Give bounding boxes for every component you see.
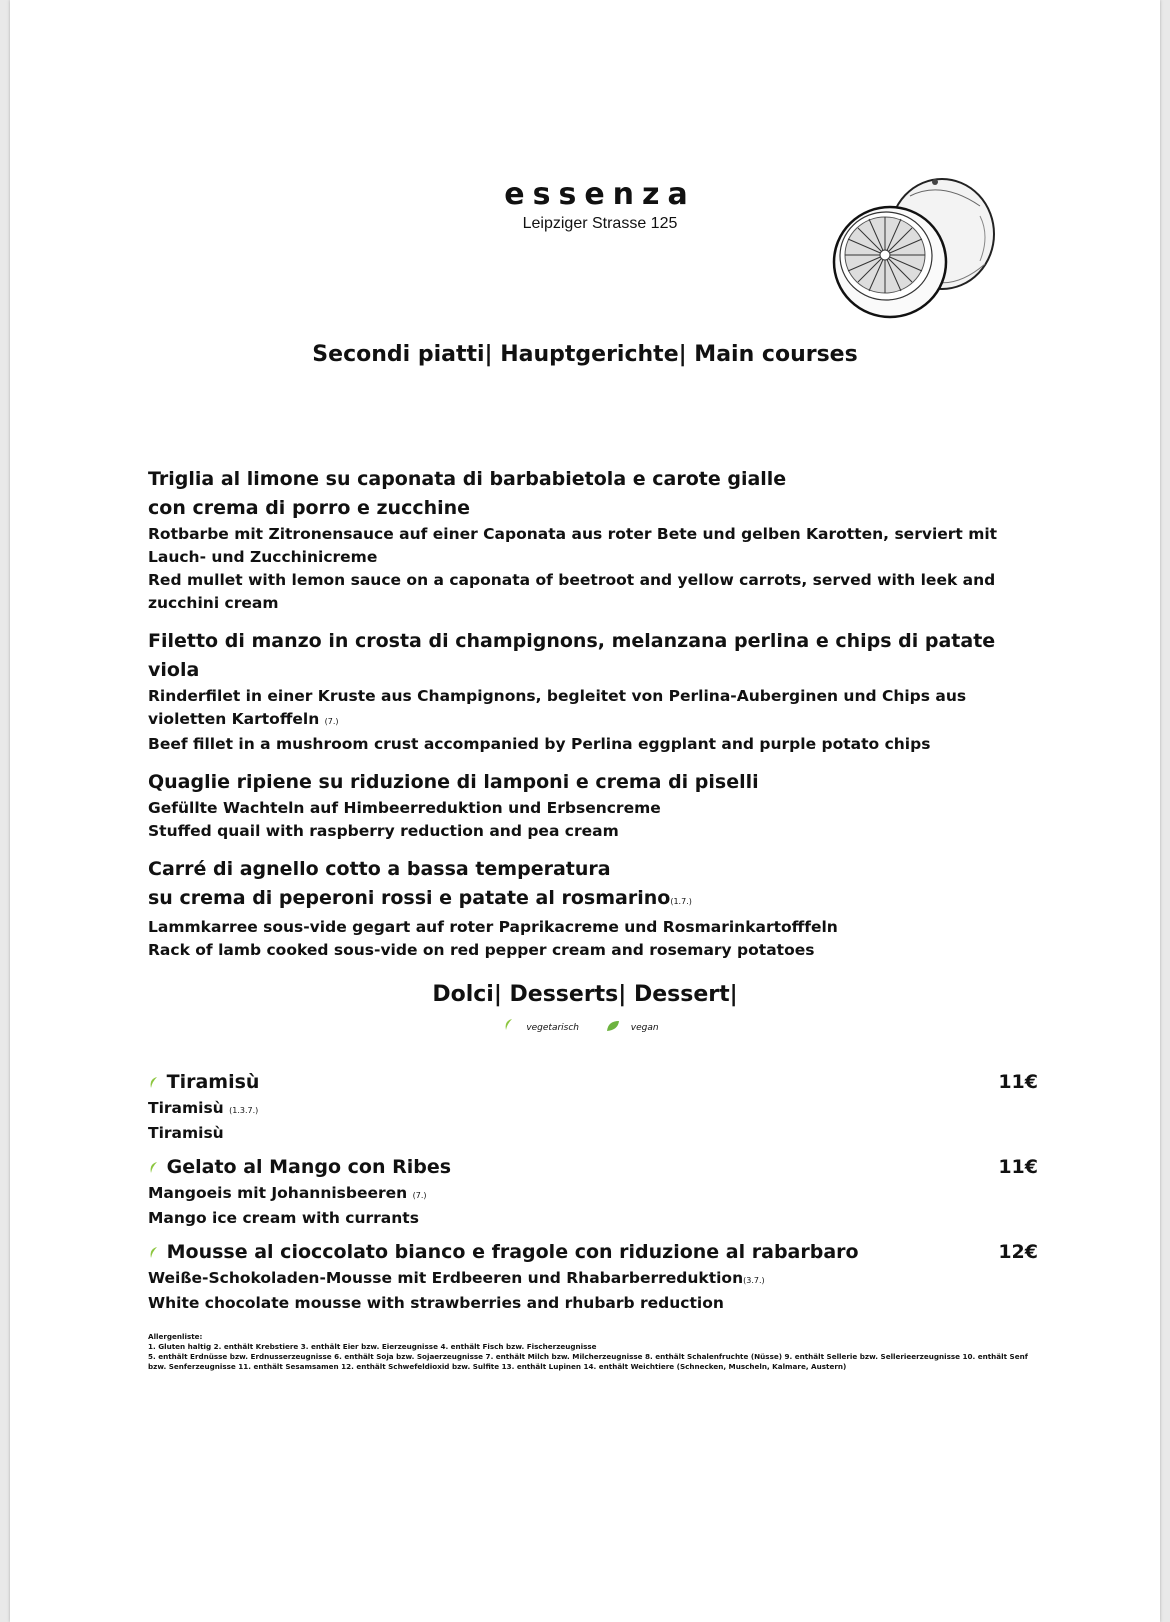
vegetarian-leaf-icon bbox=[148, 1161, 160, 1175]
dish-description-german: Rinderfilet in einer Kruste aus Champignons, begleitet von Perlina-Auberginen und Chips aus violetten Kartoffeln (7.) bbox=[148, 687, 967, 728]
dessert-title-italian: Gelato al Mango con Ribes bbox=[148, 1153, 1038, 1182]
menu-item bbox=[148, 627, 1038, 756]
dessert-description-german: Weiße-Schokoladen-Mousse mit Erdbeeren und Rhabarberreduktion(3.7.) bbox=[148, 1269, 765, 1287]
lemon-illustration-icon bbox=[830, 176, 1005, 321]
legend-vegan: vegan bbox=[606, 1020, 667, 1033]
allergen-list-line: 5. enthält Erdnüsse bzw. Erdnusserzeugnisse 6. enthält Soja bzw. Sojaerzeugnisse 7. enthält Milch bzw. Milcherzeugnisse 8. enthält Schalenfruchte (Nüsse) 9. enthält Sellerie bzw. Sellerieerzeugnisse 10. enthält Senf bzw. Senferzeugnisse 11. enthält Sesamsamen 12. enthält Schwefeldioxid bzw. Sulfite 13. enthält Lupinen 14. enthält Weichtiere (Schnecken, Muscheln, Kalmare, Austern) bbox=[148, 1352, 1028, 1371]
dish-description-german: Rotbarbe mit Zitronensauce auf einer Caponata aus roter Bete und gelben Karotten, serviert mit Lauch- und Zucchinicreme bbox=[148, 525, 998, 566]
dessert-title-italian: Tiramisù bbox=[148, 1068, 1038, 1097]
allergen-list-heading: Allergenliste: bbox=[148, 1332, 203, 1341]
dessert-item bbox=[148, 1068, 1038, 1145]
section-title-main-courses: Secondi piatti| Hauptgerichte| Main courses bbox=[312, 342, 858, 367]
allergen-reference: (3.7.) bbox=[743, 1276, 765, 1285]
dish-title-italian: Carré di agnello cotto a bassa temperatura su crema di peperoni rossi e patate al rosmarino(1.7.) bbox=[148, 858, 692, 909]
dessert-item bbox=[148, 1238, 1038, 1315]
restaurant-address: Leipziger Strasse 125 bbox=[522, 215, 678, 232]
dessert-description-english: Tiramisù bbox=[148, 1124, 224, 1142]
legend-vegetarian: vegetarisch bbox=[503, 1018, 587, 1033]
desserts-list bbox=[148, 1068, 1038, 1323]
allergen-reference: (1.7.) bbox=[670, 897, 692, 906]
main-courses-list bbox=[148, 465, 1038, 974]
dish-title-italian: Triglia al limone su caponata di barbabietola e carote gialle con crema di porro e zucchine bbox=[148, 468, 787, 519]
diet-legend bbox=[10, 1018, 1160, 1033]
vegetarian-leaf-icon bbox=[503, 1018, 515, 1032]
dish-title-italian: Quaglie ripiene su riduzione di lamponi e crema di piselli bbox=[148, 771, 759, 793]
dessert-description-german: Mangoeis mit Johannisbeeren (7.) bbox=[148, 1184, 427, 1202]
menu-item bbox=[148, 855, 1038, 962]
menu-item bbox=[148, 768, 1038, 843]
brand-header bbox=[410, 175, 790, 233]
menu-item bbox=[148, 465, 1038, 615]
dish-description-english: Beef fillet in a mushroom crust accompanied by Perlina eggplant and purple potato chips bbox=[148, 735, 931, 753]
dessert-item bbox=[148, 1153, 1038, 1230]
dish-title-italian: Filetto di manzo in crosta di champignons, melanzana perlina e chips di patate viola bbox=[148, 630, 996, 681]
dessert-description-english: White chocolate mousse with strawberries and rhubarb reduction bbox=[148, 1294, 724, 1312]
dessert-price: 11€ bbox=[998, 1156, 1038, 1178]
allergen-reference: (7.) bbox=[412, 1191, 427, 1200]
dessert-description-german: Tiramisù (1.3.7.) bbox=[148, 1099, 259, 1117]
dish-description-german: Gefüllte Wachteln auf Himbeerreduktion und Erbsencreme bbox=[148, 799, 661, 817]
menu-page bbox=[10, 0, 1160, 1622]
dessert-price: 11€ bbox=[998, 1071, 1038, 1093]
dessert-title-italian: Mousse al cioccolato bianco e fragole con riduzione al rabarbaro bbox=[148, 1238, 1038, 1267]
dessert-price: 12€ bbox=[998, 1241, 1038, 1263]
section-title-desserts: Dolci| Desserts| Dessert| bbox=[432, 982, 738, 1007]
vegan-leaf-icon bbox=[606, 1020, 620, 1032]
dish-description-english: Rack of lamb cooked sous-vide on red pepper cream and rosemary potatoes bbox=[148, 941, 815, 959]
allergen-list bbox=[148, 1332, 1048, 1372]
vegetarian-leaf-icon bbox=[148, 1246, 160, 1260]
dish-description-english: Red mullet with lemon sauce on a caponata of beetroot and yellow carrots, served with leek and zucchini cream bbox=[148, 571, 996, 612]
allergen-reference: (1.3.7.) bbox=[229, 1106, 259, 1115]
dish-description-english: Stuffed quail with raspberry reduction and pea cream bbox=[148, 822, 619, 840]
vegetarian-leaf-icon bbox=[148, 1076, 160, 1090]
dessert-description-english: Mango ice cream with currants bbox=[148, 1209, 419, 1227]
restaurant-name: essenza bbox=[504, 177, 696, 212]
allergen-list-line: 1. Gluten haltig 2. enthält Krebstiere 3. enthält Eier bzw. Eierzeugnisse 4. enthält Fisch bzw. Fischerzeugnisse bbox=[148, 1342, 597, 1351]
dish-description-german: Lammkarree sous-vide gegart auf roter Paprikacreme und Rosmarinkartofffeln bbox=[148, 918, 838, 936]
allergen-reference: (7.) bbox=[324, 717, 339, 726]
